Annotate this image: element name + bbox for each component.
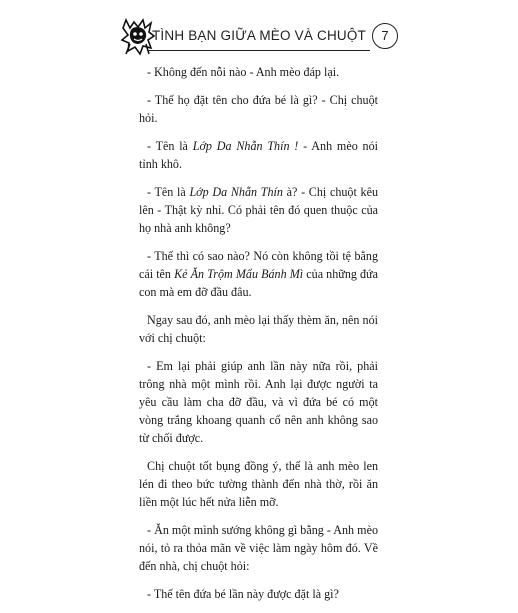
- story-text: [139, 63, 378, 613]
- text-run: Chị chuột tốt bụng đồng ý, thế là anh mèo len lén đi theo bức tường thành đến nhà thờ, rồi ăn liền một lúc hết nửa liễn mỡ.: [139, 459, 378, 509]
- paragraph: [139, 585, 378, 603]
- text-run: - Anh mèo nói tỉnh khô.: [139, 139, 378, 171]
- paragraph: [139, 457, 378, 511]
- paragraph: [139, 137, 378, 173]
- text-run: - Không đến nỗi nào - Anh mèo đáp lại.: [147, 65, 340, 79]
- page-header: [118, 14, 400, 58]
- text-run: - Tên là: [147, 139, 193, 153]
- text-run: - Em lại phải giúp anh lần này nữa rồi, phải trông nhà một mình rồi. Anh lại được người ta yêu cầu làm cha đỡ đầu, và vì đứa bé có một vòng trắng khoang quanh cổ nên anh không sao từ chối được.: [139, 359, 378, 445]
- italic-name: Lớp Da Nhẵn Thín: [189, 185, 283, 199]
- text-run: của những đứa con mà em đỡ đầu đâu.: [139, 267, 378, 299]
- paragraph: [139, 247, 378, 301]
- text-run: - Tên là: [147, 185, 190, 199]
- text-run: à? - Chị chuột kêu lên - Thật kỳ nhỉ. Có phải tên đó quen thuộc của họ nhà anh không?: [139, 185, 378, 235]
- text-run: Ngay sau đó, anh mèo lại thấy thèm ăn, nên nói với chị chuột:: [139, 313, 378, 345]
- paragraph: [139, 63, 378, 81]
- paragraph: [139, 311, 378, 347]
- header-rule: [148, 50, 370, 51]
- page-number-badge: 7: [372, 23, 398, 49]
- italic-name: Lớp Da Nhẵn Thín !: [192, 139, 299, 153]
- text-run: - Ăn một mình sướng không gì bằng - Anh mèo nói, tỏ ra thỏa mãn về việc làm ngày hôm đó. Về đến nhà, chị chuột hỏi:: [139, 523, 378, 573]
- paragraph: [139, 521, 378, 575]
- running-header-title: TÌNH BẠN GIỮA MÈO VÀ CHUỘT: [151, 28, 366, 43]
- text-run: - Thế họ đặt tên cho đứa bé là gì? - Chị chuột hỏi.: [139, 93, 378, 125]
- paragraph: [139, 183, 378, 237]
- italic-name: Kẻ Ăn Trộm Mẩu Bánh Mì: [174, 267, 304, 281]
- text-run: - Thế thì có sao nào? Nó còn không tồi tệ bằng cái tên: [139, 249, 378, 281]
- text-run: - Thế tên đứa bé lần này được đặt là gì?: [147, 587, 339, 601]
- paragraph: [139, 91, 378, 127]
- paragraph: [139, 357, 378, 447]
